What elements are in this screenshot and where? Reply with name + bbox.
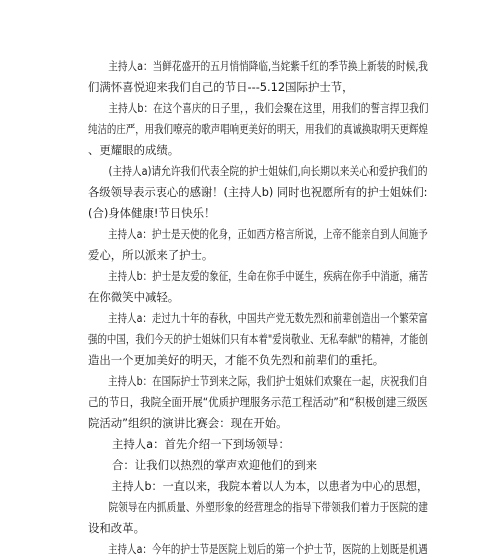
paragraph-host-b-oath [88, 98, 428, 161]
text-line: 、更耀眼的成绩。 [88, 143, 180, 157]
paragraph-host-a-history [88, 308, 428, 371]
paragraph-host-a-angel [88, 224, 428, 266]
text-line: 各级领导表示衷心的感谢！(主持人b) 同时也祝愿所有的护士姐妹们: [88, 185, 428, 199]
text-line: 主持人a：当鲜花盛开的五月悄悄降临,当姹紫千红的季节换上新装的时候,我 [108, 59, 428, 73]
paragraph-thanks-leaders [88, 161, 428, 203]
text-line: 主持人a：首先介绍一下到场领导： [112, 437, 290, 451]
text-line: (合)身体健康!节日快乐！ [88, 206, 216, 220]
text-line: 主持人b：护士是友爱的象征，生命在你手中诞生，疾病在你手中消逝，痛苦 [108, 269, 428, 283]
text-line: 强的中国，我们今天的护士姐妹们只有本着"爱岗敬业、无私奉献"的精神，才能创 [88, 332, 429, 346]
text-line: 主持人a：护士是天使的化身，正如西方格言所说，上帝不能亲自到人间施予 [108, 227, 428, 241]
paragraph-host-a-nurses-day [88, 539, 428, 560]
text-line: 纯洁的庄严，用我们嘹亮的歌声唱响更美好的明天，用我们的真诚换取明天更辉煌 [88, 122, 428, 136]
paragraph-host-a-opening [88, 56, 428, 98]
text-line: 设和改革。 [88, 521, 145, 535]
paragraph-host-b-contest [88, 371, 428, 434]
text-line: 己的节日，我院全面开展“优质护理服务示范工程活动”和“积极创建三级医 [88, 395, 428, 409]
paragraph-leadership [88, 497, 428, 539]
text-line: 在你微笑中减轻。 [88, 290, 180, 304]
paragraph-host-b-people-first [88, 476, 428, 497]
text-line: 院活动”组织的演讲比赛会：现在开始。 [88, 416, 288, 430]
text-line: 主持人b：在国际护士节到来之际，我们护士姐妹们欢聚在一起，庆祝我们自 [108, 374, 428, 388]
text-line: 们满怀喜悦迎来我们自己的节日---5.12国际护士节， [88, 80, 354, 94]
text-line: 主持人a：今年的护士节是医院上划后的第一个护士节，医院的上划既是机遇 [108, 542, 428, 556]
text-line: 主持人a：走过九十年的春秋，中国共产党无数先烈和前辈创造出一个繁荣富 [108, 311, 428, 325]
paragraph-together-applause [88, 455, 428, 476]
paragraph-host-a-introduce [88, 434, 428, 455]
text-line: 主持人b：在这个喜庆的日子里，，我们会聚在这里，用我们的誓言捍卫我们 [108, 101, 429, 115]
paragraph-host-b-friendship [88, 266, 428, 308]
text-line: 主持人b：一直以来，我院本着以人为本，以患者为中心的思想， [111, 479, 429, 493]
paragraph-together-wishes [88, 203, 428, 224]
text-line: 合：让我们以热烈的掌声欢迎他们的到来 [112, 458, 318, 472]
text-line: 造出一个更加美好的明天，才能不负先烈和前辈们的重托。 [88, 353, 385, 367]
text-line: 爱心，所以派来了护士。 [88, 248, 214, 262]
text-line: 院领导在内抓质量、外塑形象的经营理念的指导下带领我们着力于医院的建 [108, 500, 428, 514]
text-line: (主持人a)请允许我们代表全院的护士姐妹们,向长期以来关心和爱护我们的 [108, 164, 428, 178]
